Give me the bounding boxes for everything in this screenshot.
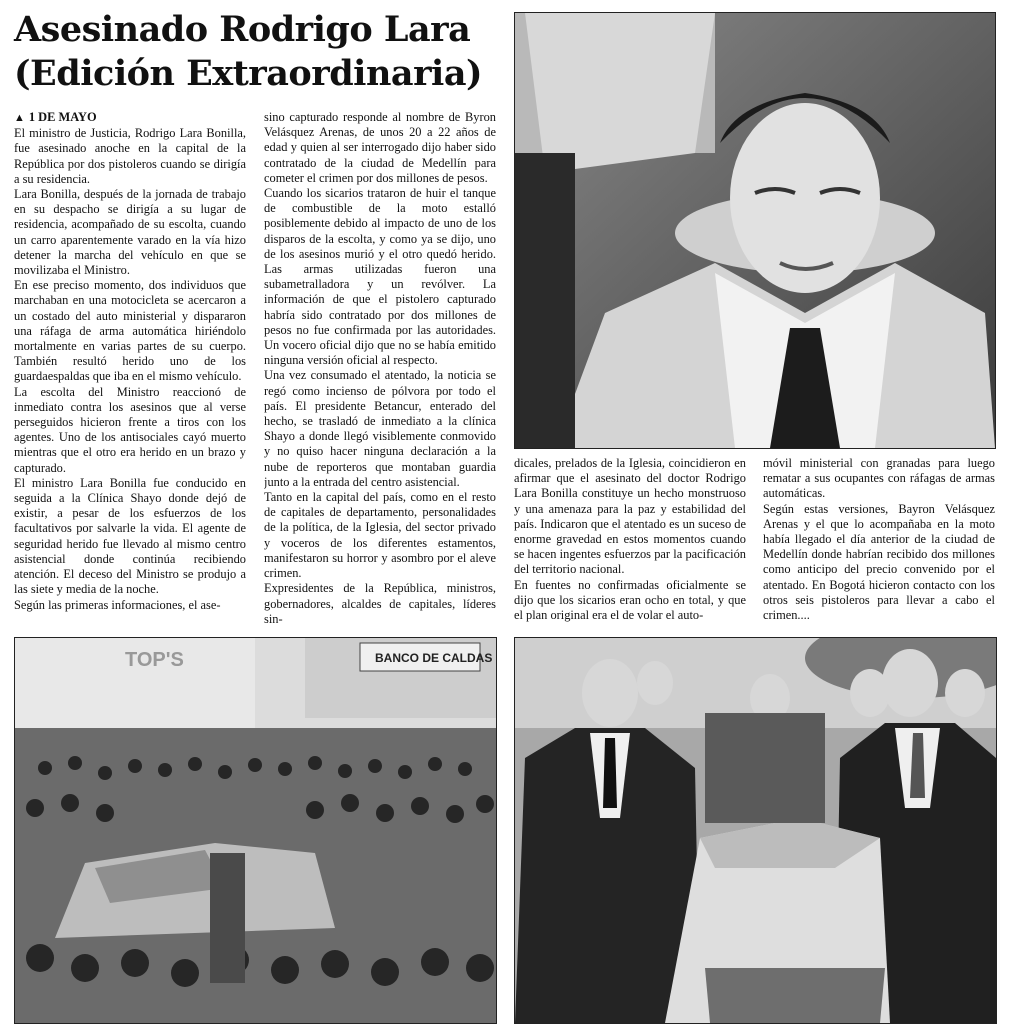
col3-paragraph-2: En fuentes no confirmadas oficialmente se dijo que los sicarios eran ocho en total, y que el plan original era el de volar el auto-	[514, 577, 746, 623]
col1-paragraph-5: El ministro Lara Bonilla fue conducido en seguida a la Clínica Shayo donde dejó de existir, a pesar de los esfuerzos de los facultativos por salvarle la vida. El agente de seguridad herido fue llevado al mismo centro asistencial donde continúa recibiendo atención. El deceso del Ministro se produjo a las siete y media de la noche.	[14, 475, 246, 597]
col1-paragraph-3: En ese preciso momento, dos individuos que marchaban en una motocicleta se acercaron a un costado del auto ministerial y dispararon una ráfaga de arma automática hiriéndolo mortalmente en varias partes de su cuerpo. También resultó herido uno de los guardaespaldas que iba en el mismo vehículo.	[14, 278, 246, 384]
dateline: ▲ 1 DE MAYO	[14, 110, 97, 124]
headline-line-2: (Edición Extraordinaria)	[14, 53, 483, 94]
col2-paragraph-4: Tanto en la capital del país, como en el resto de capitales de departamento, personalidades de la política, de la Iglesia, del sector privado y voceros de los diferentes estamentos, manifestaron su horror y asombro por el aleve crimen.	[264, 490, 496, 581]
article-column-3	[514, 456, 746, 626]
col2-paragraph-5: Expresidentes de la República, ministros, gobernadores, alcaldes de capitales, líderes sin-	[264, 581, 496, 625]
procession-illustration	[515, 638, 996, 1023]
col4-paragraph-2: Según estas versiones, Bayron Velásquez Arenas y el que lo acompañaba en la moto había llegado el día anterior de la ciudad de Medellín donde habrían recibido dos millones como anticipo del precio convenido por el atentado. En Bogotá hicieron contacto con los otros seis pistoleros para llevar a cabo el crimen....	[763, 501, 995, 623]
headline	[14, 8, 504, 96]
col1-paragraph-2: Lara Bonilla, después de la jornada de trabajo en su despacho se dirigía a su lugar de residencia, acompañado de su escolta, cuando un carro aparentemente varado en la vía hizo detener la marcha del vehículo en que se movilizaba el Ministro.	[14, 187, 246, 278]
col2-paragraph-3: Una vez consumado el atentado, la noticia se regó como incienso de pólvora por todo el país. El presidente Betancur, enterado del hecho, se trasladó de inmediato a la clínica Shayo a donde llegó visiblemente conmovido y no quiso hacer ninguna declaración a la nube de reporteros que montaban guardia junto a la entrada del centro asistencial.	[264, 368, 496, 489]
col3-paragraph-1: dicales, prelados de la Iglesia, coincidieron en afirmar que el asesinato del doctor Rodrigo Lara Bonilla constituye un hecho monstruoso y una amenaza para la paz y estabilidad del país. Indicaron que el atentado es un suceso de enorme gravedad en estos momentos cuando se hacen ingentes esfuerzos par la pacificación del territorio nacional.	[514, 456, 746, 577]
col2-paragraph-2: Cuando los sicarios trataron de huir el tanque de combustible de la moto estalló posiblemente debido al impacto de uno de los disparos de la escolta, y como ya se dijo, uno de los asesinos murió y el otro quedó herido. Las armas utilizadas fueron una subametralladora y un revólver. La información de que el pistolero capturado habría sido contratado por dos millones de pesos no fue confirmada por las autoridades. Un vocero oficial dijo que no se había emitido ninguna versión oficial al respecto.	[264, 186, 496, 368]
photo-crowd-street	[14, 637, 497, 1024]
triangle-up-icon: ▲	[14, 112, 25, 124]
bank-sign-text: BANCO DE CALDAS	[375, 651, 493, 665]
col1-paragraph-4: La escolta del Ministro reaccionó de inmediato contra los asesinos que al verse perseguidos hicieron frente a tiros con los agentes. Uno de los antisociales cayó muerto mientras que el otro era herido en un brazo y capturado.	[14, 384, 246, 475]
article-column-1	[14, 110, 246, 625]
article-column-4	[763, 456, 995, 626]
photo-portrait-minister	[514, 12, 996, 449]
crowd-illustration	[15, 638, 496, 1023]
portrait-illustration	[515, 13, 995, 448]
headline-line-1: Asesinado Rodrigo Lara	[14, 9, 471, 50]
tops-sign-text: TOP'S	[125, 649, 184, 671]
col4-paragraph-1: móvil ministerial con granadas para luego rematar a sus ocupantes con ráfagas de armas automáticas.	[763, 456, 995, 501]
col2-paragraph-1: sino capturado responde al nombre de Byron Velásquez Arenas, de unos 20 a 22 años de edad y quien al ser interrogado dijo haber sido contratado de la ciudad de Medellín para cometer el crimen por dos millones de pesos.	[264, 110, 496, 185]
col1-paragraph-6: Según las primeras informaciones, el ase-	[14, 597, 221, 612]
col1-paragraph-1: El ministro de Justicia, Rodrigo Lara Bonilla, fue asesinado anoche en la capital de la República por dos pistoleros cuando se dirigía a su residencia.	[14, 126, 246, 186]
article-column-2	[264, 110, 496, 625]
photo-funeral-procession	[514, 637, 997, 1024]
